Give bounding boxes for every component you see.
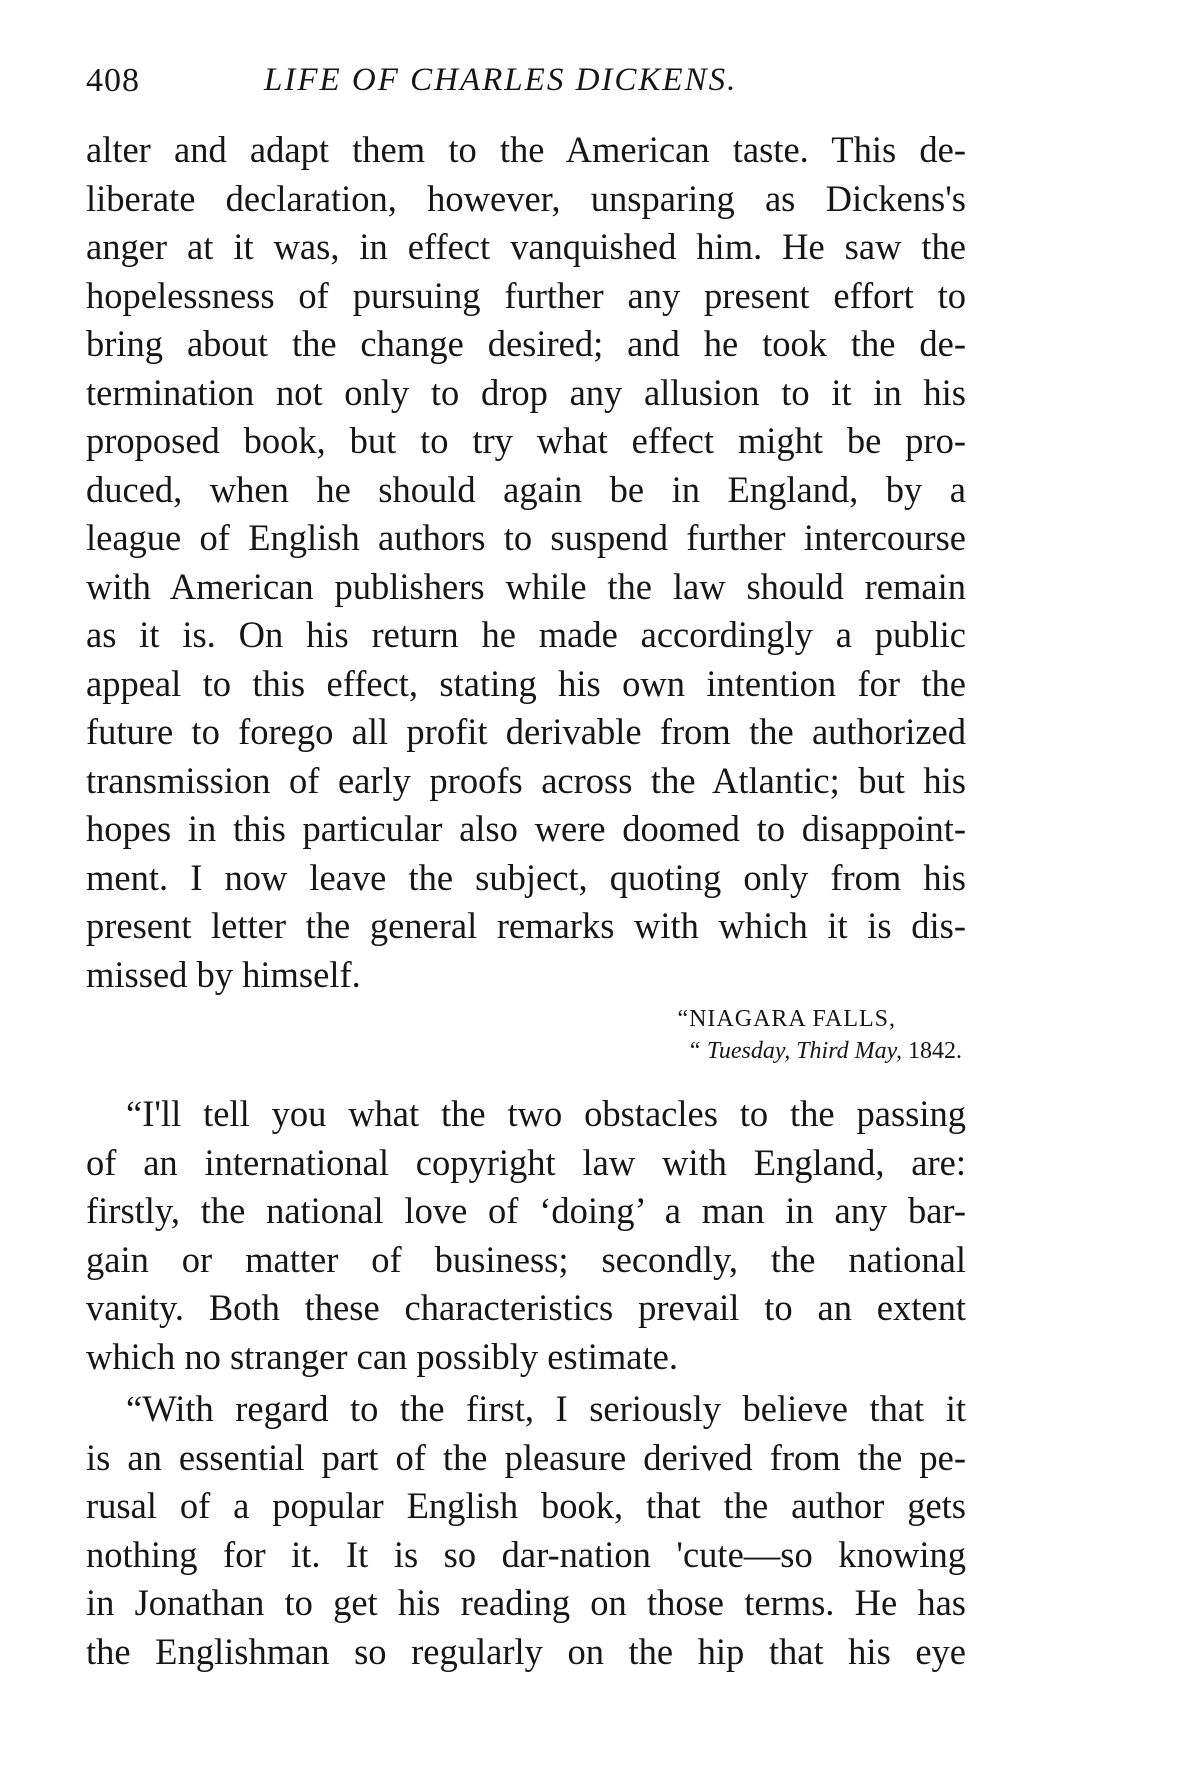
text-line: in Jonathan to get his reading on those terms. He has	[86, 1582, 966, 1623]
text-line: hopes in this particular also were doomed to disappoint-	[86, 808, 966, 849]
text-line: duced, when he should again be in England, by a	[86, 468, 966, 510]
letter-heading	[86, 1003, 966, 1067]
running-head	[86, 62, 966, 112]
text-line: liberate declaration, however, unsparing as Dickens's	[86, 177, 966, 219]
text-line: gain or matter of business; secondly, the national	[86, 1238, 966, 1280]
text-line: missed by himself.	[86, 953, 361, 995]
text-line: with American publishers while the law should remain	[86, 565, 966, 607]
letter-date-day: “ Tuesday, Third May,	[687, 1038, 908, 1064]
text-line: ment. I now leave the subject, quoting only from his	[86, 856, 966, 898]
letter-place: “NIAGARA FALLS,	[677, 1006, 896, 1032]
text-line: firstly, the national love of ‘doing’ a man in any bar-	[86, 1190, 966, 1231]
running-title: LIFE OF CHARLES DICKENS.	[264, 62, 738, 98]
text-line: “With regard to the first, I seriously believe that it	[126, 1388, 966, 1429]
letter-date-year: 1842.	[908, 1038, 962, 1064]
text-line: appeal to this effect, stating his own intention for the	[86, 662, 966, 704]
text-line: rusal of a popular English book, that the author gets	[86, 1485, 966, 1526]
letter-date	[86, 1035, 966, 1067]
text-line: transmission of early proofs across the Atlantic; but his	[86, 759, 966, 801]
text-line: as it is. On his return he made accordingly a public	[86, 614, 966, 655]
text-line: alter and adapt them to the American taste. This de-	[86, 129, 966, 170]
text-line: of an international copyright law with England, are:	[86, 1141, 966, 1183]
text-line: termination not only to drop any allusion to it in his	[86, 371, 966, 413]
text-line: nothing for it. It is so dar-nation 'cute—so knowing	[86, 1533, 966, 1575]
text-line: “I'll tell you what the two obstacles to the passing	[126, 1093, 966, 1134]
text-line: bring about the change desired; and he took the de-	[86, 323, 966, 364]
text-line: anger at it was, in effect vanquished him. He saw the	[86, 226, 966, 267]
text-line: proposed book, but to try what effect might be pro-	[86, 420, 966, 461]
text-line: which no stranger can possibly estimate.	[86, 1335, 678, 1377]
text-line: future to forego all profit derivable from the authorized	[86, 711, 966, 752]
text-line: present letter the general remarks with which it is dis-	[86, 905, 966, 946]
paragraph-3	[86, 1385, 966, 1676]
paragraph-1	[86, 126, 966, 999]
text-line: league of English authors to suspend further intercourse	[86, 517, 966, 558]
text-line: vanity. Both these characteristics prevail to an extent	[86, 1287, 966, 1328]
text-line: the Englishman so regularly on the hip that his eye	[86, 1630, 966, 1672]
paragraph-2	[86, 1090, 966, 1381]
page-number: 408	[86, 62, 140, 99]
text-line: is an essential part of the pleasure derived from the pe-	[86, 1436, 966, 1478]
text-line: hopelessness of pursuing further any present effort to	[86, 274, 966, 316]
